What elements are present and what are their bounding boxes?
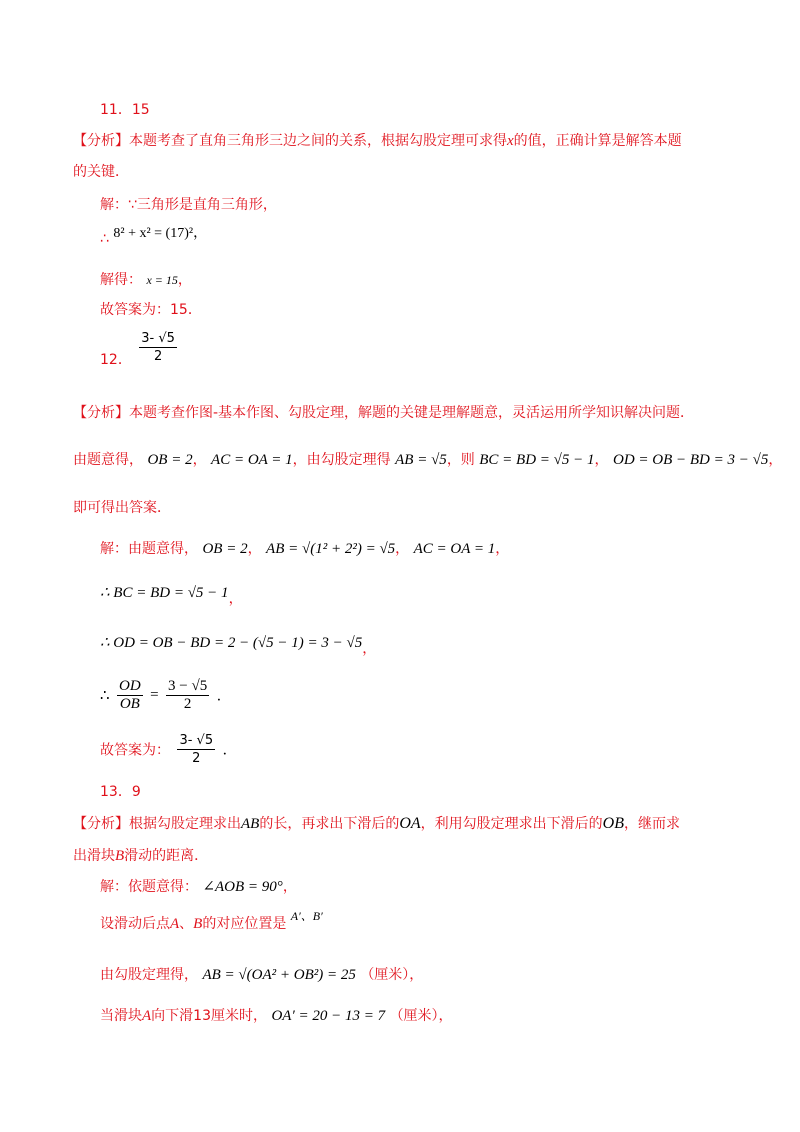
step1-eq: ∴ BC = BD = √5 − 1 (100, 585, 229, 601)
q11-equation: 8² + x² = (17)² (113, 226, 194, 241)
analysis-text3: ，利用勾股定理求出下滑后的 (420, 816, 603, 832)
comma: ， (768, 452, 783, 468)
fraction-denominator: 2 (192, 751, 201, 766)
analysis-b: B (115, 848, 125, 864)
given-then: ，则 (446, 452, 475, 468)
analysis-cont2: 滑动的距离． (124, 848, 209, 864)
q11-solve (100, 194, 277, 214)
q12-step1 (100, 582, 243, 607)
given-mid: ，由勾股定理得 (292, 452, 391, 468)
set-text1: 设滑动后点 (100, 916, 170, 932)
q12-step3 (100, 678, 231, 713)
q12-answer-fraction (139, 330, 177, 365)
q12-header (100, 330, 180, 368)
fraction-denominator: OB (119, 696, 140, 712)
given-bc: BC = BD = √5 − 1 (479, 452, 595, 468)
q11-number: 11．15 (100, 102, 150, 118)
q12-final-fraction (177, 732, 215, 767)
fraction-denominator: 2 (153, 349, 163, 364)
analysis-ab: AB (241, 816, 260, 832)
solve-prefix: 解： (100, 197, 128, 213)
comma: ， (192, 452, 207, 468)
comma: ， (228, 591, 243, 607)
answer-value: 15． (170, 302, 202, 318)
q11-result (100, 269, 192, 289)
equation-tail: ， (193, 225, 208, 241)
analysis-text2: 的值，正确计算是解答本题 (513, 133, 682, 149)
comma: ， (594, 452, 609, 468)
slide-text1: 当滑块 (100, 1008, 142, 1024)
analysis-text4: ，继而求 (623, 816, 680, 832)
slide-eq: OA′ = 20 − 13 = 7 (271, 1008, 386, 1024)
fraction-numerator: 3 − √5 (168, 678, 208, 694)
result-prefix: 解得： (100, 272, 142, 288)
analysis-text: 本题考查了直角三角形三边之间的关系，根据勾股定理可求得 (129, 133, 507, 149)
q12-answer (100, 732, 237, 767)
analysis-tag: 【分析】 (73, 405, 129, 421)
answer-prefix: 故答案为： (100, 742, 170, 759)
therefore-symbol: ∴ (100, 231, 109, 247)
result-eq: x = 15 (146, 273, 178, 287)
set-sep: 、 (179, 916, 194, 932)
given-prefix: 由题意得， (73, 452, 143, 468)
od-over-ob (117, 678, 143, 713)
fraction-numerator: 3- √5 (179, 733, 214, 748)
fraction-denominator: 2 (183, 696, 192, 712)
q11-analysis (73, 130, 682, 150)
comma: ， (247, 541, 262, 557)
set-a: A (170, 916, 180, 932)
set-text2: 的对应位置是 (202, 916, 287, 932)
given-od: OD = OB − BD = 3 − √5 (612, 452, 769, 468)
q13-set (100, 909, 323, 933)
equals-sign: = (150, 687, 159, 703)
comma: ， (282, 879, 297, 895)
q13-solve (100, 876, 297, 896)
set-points: A′、B′ (290, 909, 323, 923)
solve-ob: OB = 2 (202, 541, 248, 557)
fraction-numerator: 3- √5 (141, 331, 175, 346)
q13-analysis (73, 813, 680, 833)
q13-number: 13．9 (100, 784, 141, 800)
q12-step2 (100, 632, 377, 657)
because-symbol: ∵ (128, 197, 137, 213)
q11-equation-line (100, 222, 208, 247)
unit: （厘米）， (360, 967, 424, 983)
q12-number: 12． (100, 351, 132, 368)
q11-answer (100, 299, 202, 319)
fraction-numerator: OD (119, 678, 141, 694)
analysis-text2: 的长，再求出下滑后的 (259, 816, 400, 832)
q12-given (73, 449, 782, 469)
result-tail: ， (177, 272, 192, 288)
analysis-text: 本题考查作图-基本作图、勾股定理，解题的关键是理解题意，灵活运用所学知识解决问题． (129, 405, 695, 421)
q13-analysis-cont (73, 845, 208, 865)
slide-unit: （厘米）， (389, 1008, 453, 1024)
solve-ab: AB = √(1² + 2²) = √5 (266, 541, 396, 557)
solve-ac: AC = OA = 1 (413, 541, 496, 557)
given-ac: AC = OA = 1 (211, 452, 293, 468)
analysis-oa: OA (399, 815, 421, 832)
comma: ， (495, 541, 510, 557)
analysis-var: x (507, 133, 514, 149)
analysis-ob: OB (602, 815, 624, 832)
therefore-symbol: ∴ (100, 688, 110, 704)
q12-solve (100, 538, 509, 558)
q12-analysis (73, 402, 694, 422)
comma: ， (395, 541, 410, 557)
pyth-prefix: 由勾股定理得， (100, 967, 198, 983)
solve-text: 三角形是直角三角形， (136, 197, 277, 213)
result-fraction (166, 678, 209, 713)
period: ． (216, 688, 231, 705)
slide-num: 13 (193, 1008, 211, 1024)
comma: ， (362, 641, 377, 657)
analysis-tag: 【分析】 (73, 133, 129, 149)
analysis-cont1: 出滑块 (73, 848, 115, 864)
q13-pyth (100, 964, 423, 984)
solve-prefix: 解：由题意得， (100, 541, 198, 557)
slide-text3: 厘米时， (211, 1008, 267, 1024)
q13-slide (100, 1005, 453, 1025)
solve-prefix: 解：依题意得： (100, 879, 198, 895)
answer-prefix: 故答案为： (100, 302, 170, 318)
set-b: B (193, 916, 203, 932)
analysis-text1: 根据勾股定理求出 (129, 816, 241, 832)
given-ab: AB = √5 (395, 452, 447, 468)
step2-eq: ∴ OD = OB − BD = 2 − (√5 − 1) = 3 − √5 (100, 635, 363, 651)
given-ob: OB = 2 (147, 452, 193, 468)
slide-a: A (142, 1008, 152, 1024)
period: ． (222, 742, 237, 759)
q11-analysis-cont: 的关键． (73, 164, 129, 180)
solve-angle: ∠AOB = 90° (202, 879, 283, 895)
pyth-eq: AB = √(OA² + OB²) = 25 (202, 967, 356, 983)
q12-conclude: 即可得出答案． (73, 500, 171, 516)
slide-text2: 向下滑 (151, 1008, 194, 1024)
analysis-tag: 【分析】 (73, 816, 129, 832)
